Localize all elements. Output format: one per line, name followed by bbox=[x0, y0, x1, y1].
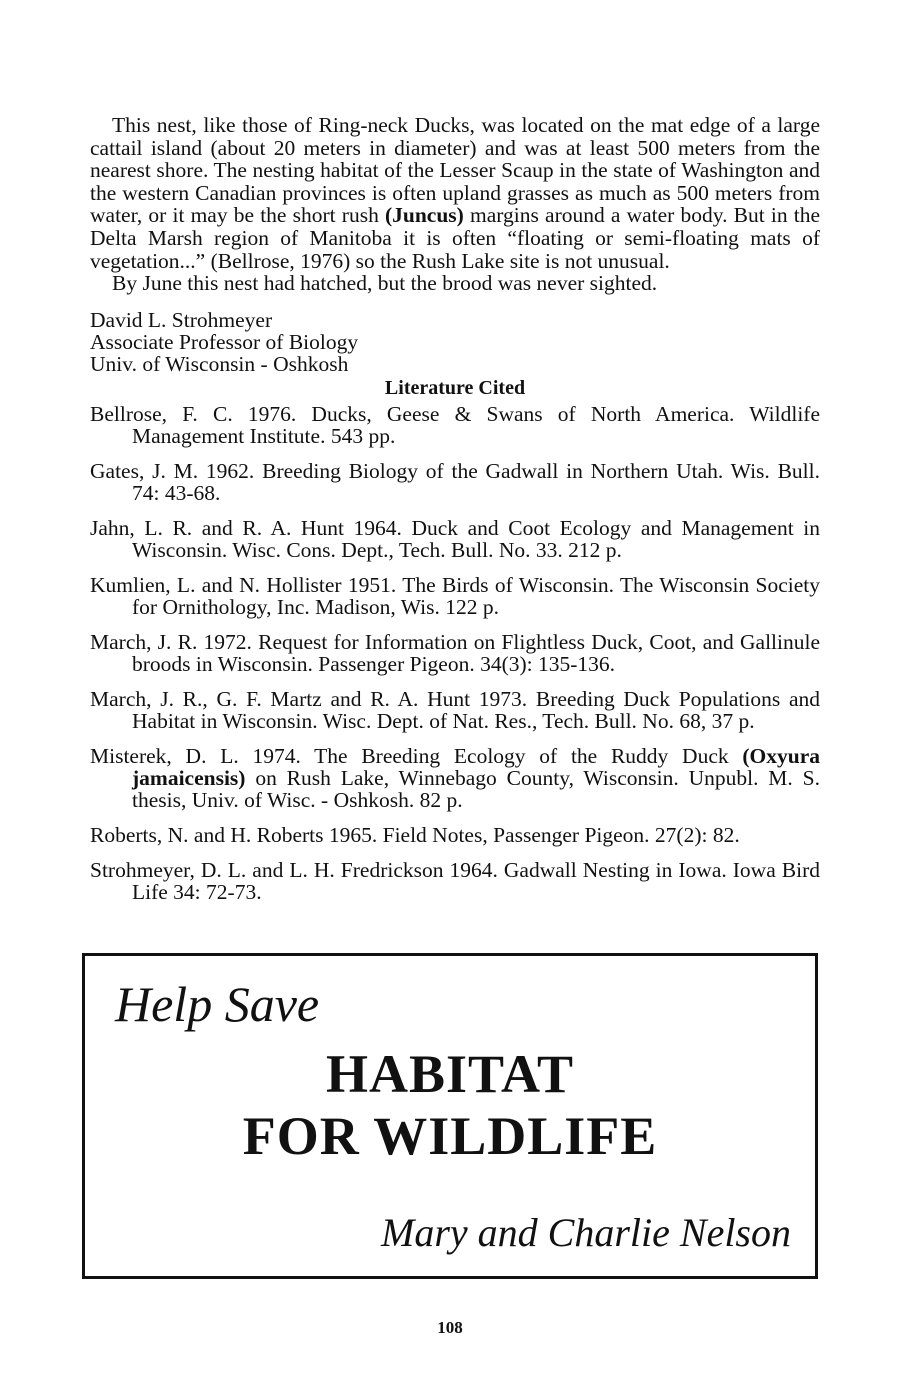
article-paragraph bbox=[90, 114, 820, 272]
reference-list bbox=[90, 403, 820, 903]
reference-item: March, J. R., G. F. Martz and R. A. Hunt 1973. Breeding Duck Populations and Habitat in Wisconsin. Wisc. Dept. of Nat. Res., Tech. Bull. No. 68, 37 p. bbox=[90, 686, 820, 733]
author-signature bbox=[90, 309, 820, 375]
ad-tagline: Help Save bbox=[115, 976, 320, 1032]
advertisement-box bbox=[82, 953, 818, 1279]
ad-headline-line1: HABITAT bbox=[325, 1044, 575, 1104]
author-name: David L. Strohmeyer bbox=[90, 307, 273, 332]
paragraph-text: margins around a water body. But in the Delta Marsh region of Manitoba it is often “floating or semi-floating mats of vegetation...” (Bellrose, 1976) so the Rush Lake site is not unusual. bbox=[90, 203, 821, 273]
reference-text: Misterek, D. L. 1974. The Breeding Ecology of the Ruddy Duck bbox=[90, 743, 743, 768]
literature-cited-heading: Literature Cited bbox=[384, 376, 526, 399]
page-number: 108 bbox=[437, 1318, 463, 1337]
reference-item: Roberts, N. and H. Roberts 1965. Field Notes, Passenger Pigeon. 27(2): 82. bbox=[90, 822, 740, 847]
reference-item: Strohmeyer, D. L. and L. H. Fredrickson 1964. Gadwall Nesting in Iowa. Iowa Bird Life 34: 72-73. bbox=[90, 857, 820, 904]
article-paragraph: By June this nest had hatched, but the brood was never sighted. bbox=[112, 271, 658, 296]
reference-item: Jahn, L. R. and R. A. Hunt 1964. Duck and Coot Ecology and Management in Wisconsin. Wisc. Cons. Dept., Tech. Bull. No. 33. 212 p. bbox=[90, 515, 820, 562]
reference-item: Gates, J. M. 1962. Breeding Biology of the Gadwall in Northern Utah. Wis. Bull. 74: 43-68. bbox=[90, 458, 820, 505]
reference-item: Bellrose, F. C. 1976. Ducks, Geese & Swans of North America. Wildlife Management Institute. 543 pp. bbox=[90, 401, 820, 448]
ad-sponsor: Mary and Charlie Nelson bbox=[381, 1210, 791, 1255]
reference-item: March, J. R. 1972. Request for Information on Flightless Duck, Coot, and Gallinule broods in Wisconsin. Passenger Pigeon. 34(3): 135-136. bbox=[90, 629, 820, 676]
species-name: (Oxyura jamaicensis) bbox=[132, 743, 820, 790]
reference-text: on Rush Lake, Winnebago County, Wisconsin. Unpubl. M. S. thesis, Univ. of Wisc. - Oshkosh. 82 p. bbox=[132, 765, 820, 812]
author-title: Associate Professor of Biology bbox=[90, 329, 359, 354]
article-body bbox=[90, 114, 820, 916]
author-affiliation: Univ. of Wisconsin - Oshkosh bbox=[90, 351, 349, 376]
paragraph-text: This nest, like those of Ring-neck Ducks, was located on the mat edge of a large cattail island (about 20 meters in diameter) and was at least 500 meters from the nearest shore. The nesting habitat of the Lesser Scaup in the state of Washington and the western Canadian provinces is often upland grasses as much as 500 meters from water, or it may be the short rush bbox=[90, 113, 820, 228]
reference-item bbox=[90, 745, 820, 811]
ad-headline-line2: FOR WILDLIFE bbox=[242, 1106, 658, 1166]
reference-item: Kumlien, L. and N. Hollister 1951. The Birds of Wisconsin. The Wisconsin Society for Ornithology, Inc. Madison, Wis. 122 p. bbox=[90, 572, 820, 619]
species-name: (Juncus) bbox=[384, 203, 464, 228]
